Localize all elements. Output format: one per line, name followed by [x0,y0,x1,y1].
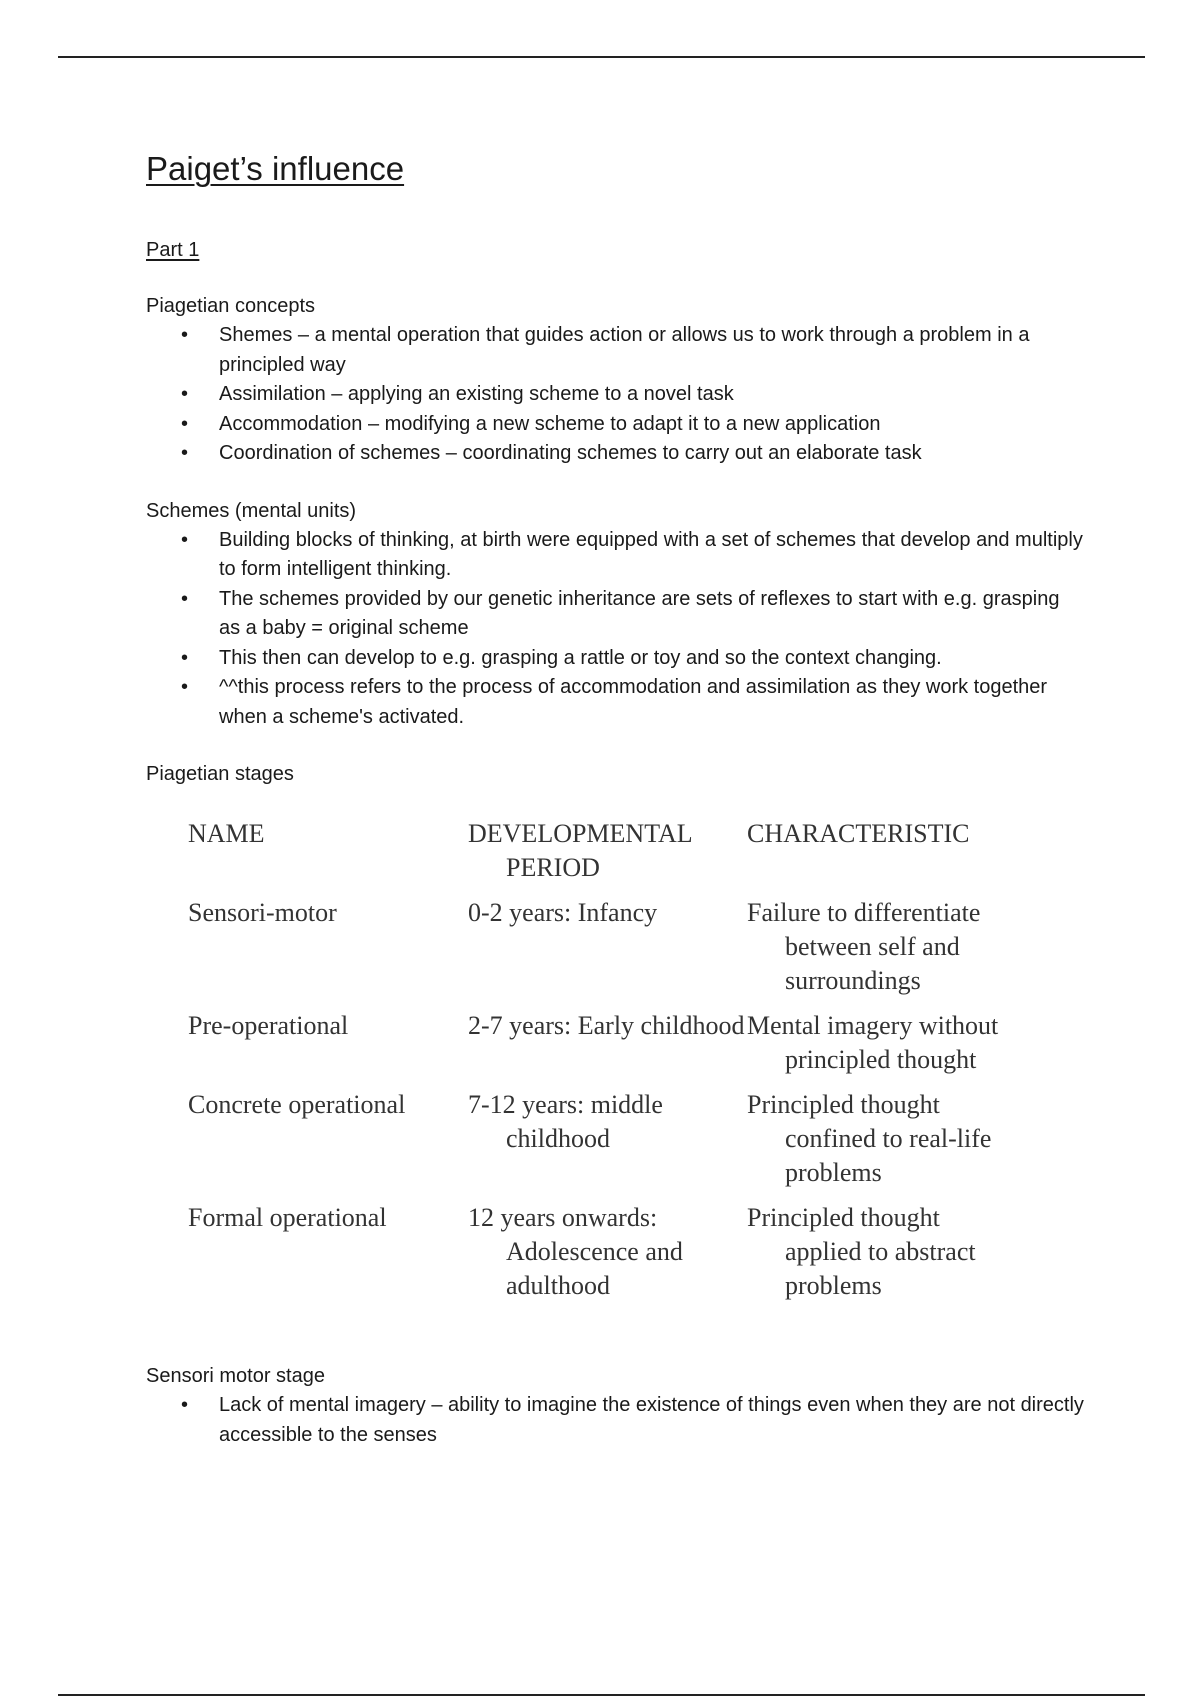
table-cell: Principled thought applied to abstract problems [747,1203,976,1300]
table-row [188,1201,1017,1314]
header-rule [58,56,1145,58]
concepts-heading: Piagetian concepts [146,295,316,317]
table-cell: Concrete operational [188,1090,406,1119]
sensorimotor-heading: Sensori motor stage [146,1365,325,1387]
table-row [188,896,1017,1009]
table-cell: 7-12 years: middle childhood [468,1090,663,1153]
table-cell: Formal operational [188,1203,387,1232]
page-title: Paiget’s influence [146,150,405,187]
list-item: • Lack of mental imagery – ability to imagine the existence of things even when they are not directly accessible to the senses [219,1391,1086,1450]
table-header-row [188,817,1017,896]
table-cell: Pre-operational [188,1011,349,1040]
list-item: • ^^this process refers to the process of accommodation and assimilation as they work together when a scheme's activated. [219,673,1086,732]
table-cell: 2-7 years: Early childhood [468,1011,745,1040]
table-cell: 12 years onwards: Adolescence and adulthood [468,1203,683,1300]
part-label: Part 1 [146,239,200,261]
schemes-heading: Schemes (mental units) [146,499,357,522]
column-header-characteristic: CHARACTERISTIC [747,819,970,848]
list-item: • Shemes – a mental operation that guides action or allows us to work through a problem in a principled way [219,321,1086,380]
table-row [188,1009,1017,1088]
list-item: • The schemes provided by our genetic inheritance are sets of reflexes to start with e.g. grasping as a baby = original scheme [219,585,1086,644]
table-cell: Sensori-motor [188,898,337,927]
sensorimotor-list [146,1391,1086,1450]
column-header-name: NAME [188,819,265,848]
footer-rule [58,1694,1145,1696]
column-header-period: DEVELOPMENTAL PERIOD [468,819,692,882]
list-item: • Assimilation – applying an existing scheme to a novel task [219,380,1086,410]
table-cell: Principled thought confined to real-life problems [747,1090,992,1187]
list-item: • Accommodation – modifying a new scheme to adapt it to a new application [219,410,1086,440]
stages-heading: Piagetian stages [146,763,294,785]
list-item: • Building blocks of thinking, at birth were equipped with a set of schemes that develop and multiply to form intelligent thinking. [219,526,1086,585]
document-body [146,145,1086,1450]
table-row [188,1088,1017,1201]
stages-table [188,817,1017,1314]
concepts-list [146,321,1086,469]
table-cell: Failure to differentiate between self and surroundings [747,898,981,995]
list-item: • Coordination of schemes – coordinating schemes to carry out an elaborate task [219,439,1086,469]
table-cell: Mental imagery without principled thought [747,1011,999,1074]
schemes-list [146,526,1086,733]
list-item: • This then can develop to e.g. grasping a rattle or toy and so the context changing. [219,644,1086,674]
table-cell: 0-2 years: Infancy [468,898,658,927]
